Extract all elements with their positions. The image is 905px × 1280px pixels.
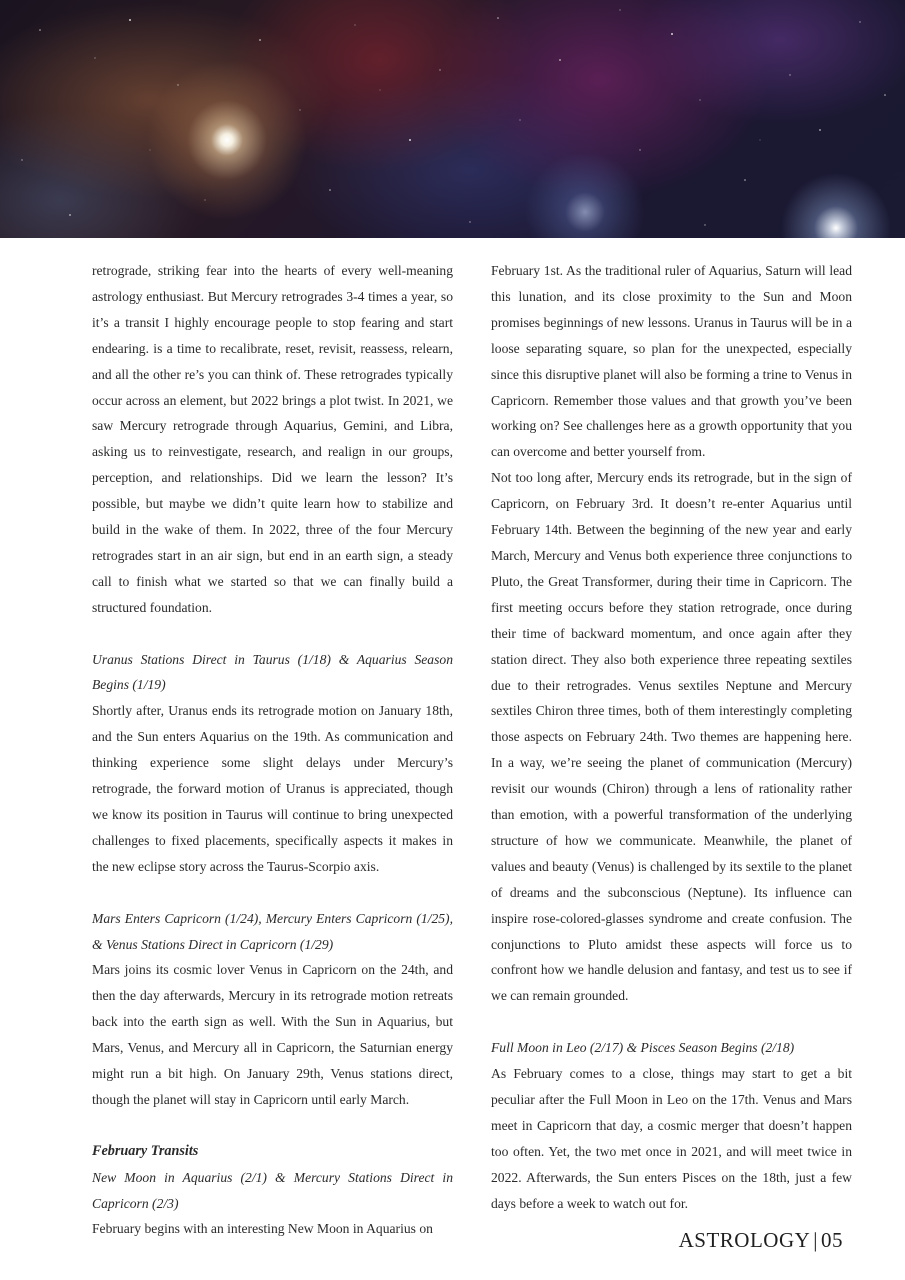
- spacer: [92, 621, 453, 647]
- uranus-heading: Uranus Stations Direct in Taurus (1/18) & Aquarius Season Begins (1/19): [92, 651, 453, 693]
- spacer: [92, 880, 453, 906]
- february-section-heading: February Transits: [92, 1142, 199, 1159]
- spacer: [92, 1113, 453, 1139]
- footer-section-label: ASTROLOGY: [678, 1228, 811, 1252]
- right-column: [491, 258, 852, 1217]
- mars-paragraph: Mars joins its cosmic lover Venus in Capricorn on the 24th, and then the day afterwards, Mercury in its retrograde motion retreats back into the earth sign as well. With the Sun in Aquarius, but Mars, Venus, and Mercury all in Capricorn, the Saturnian energy might run a bit high. On January 29th, Venus stations direct, though the planet will stay in Capricorn until early March.: [92, 962, 453, 1107]
- mars-heading: Mars Enters Capricorn (1/24), Mercury Enters Capricorn (1/25), & Venus Stations Direct in Capricorn (1/29): [92, 910, 453, 952]
- uranus-paragraph: Shortly after, Uranus ends its retrograde motion on January 18th, and the Sun enters Aquarius on the 19th. As communication and thinking experience some slight delays under Mercury’s retrograde, the forward motion of Uranus is appreciated, though we know its position in Taurus will continue to bring unexpected challenges to fixed placements, specifically aspects it makes in the new eclipse story across the Taurus-Scorpio axis.: [92, 703, 453, 874]
- full-moon-paragraph: As February comes to a close, things may start to get a bit peculiar after the Full Moon in Leo on the 17th. Venus and Mars meet in Capricorn that day, a cosmic merger that doesn’t happen too often. Yet, the two met once in 2021, and will meet twice in 2022. Afterwards, the Sun enters Pisces on the 18th, just a few days before a week to watch out for.: [491, 1066, 852, 1211]
- new-moon-heading: New Moon in Aquarius (2/1) & Mercury Stations Direct in Capricorn (2/3): [92, 1169, 453, 1211]
- left-column: [92, 258, 453, 1242]
- new-moon-paragraph-start: February begins with an interesting New Moon in Aquarius on: [92, 1221, 433, 1237]
- full-moon-heading: Full Moon in Leo (2/17) & Pisces Season Begins (2/18): [491, 1040, 795, 1056]
- star-dots: [0, 0, 905, 238]
- spacer: [491, 1009, 852, 1035]
- page-number: 05: [821, 1228, 843, 1252]
- intro-paragraph: retrograde, striking fear into the hearts of every well-meaning astrology enthusiast. But Mercury retrogrades 3-4 times a year, so it’s a transit I highly encourage people to stop fearing and start endearing. is a time to recalibrate, reset, revisit, reassess, relearn, and all the other re’s you can think of. These retrogrades typically occur across an element, but 2022 brings a plot twist. In 2021, we saw Mercury retrograde through Aquarius, Gemini, and Libra, asking us to reinvestigate, research, and realign in our groups, perception, and relationships. Did we learn the lesson? It’s possible, but maybe we didn’t quite learn how to stabilize and build in the wake of them. In 2022, three of the four Mercury retrogrades start in an air sign, but end in an earth sign, a steady call to finish what we started so that we can finally build a structured foundation.: [92, 263, 453, 615]
- footer-separator: |: [813, 1228, 818, 1252]
- starfield-nebula-image: [0, 0, 905, 238]
- new-moon-paragraph-continued: February 1st. As the traditional ruler of Aquarius, Saturn will lead this lunation, and its close proximity to the Sun and Moon promises beginnings of new lessons. Uranus in Taurus will be in a loose separating square, so plan for the unexpected, especially since this disruptive planet will also be forming a trine to Venus in Capricorn. Remember those values and that growth you’ve been working on? See challenges here as a growth opportunity that you can overcome and better yourself from.: [491, 263, 852, 460]
- mercury-paragraph: Not too long after, Mercury ends its retrograde, but in the sign of Capricorn, on February 3rd. It doesn’t re-enter Aquarius until February 14th. Between the beginning of the new year and early March, Mercury and Venus both experience three conjunctions to Pluto, the Great Transformer, during their time in Capricorn. The first meeting occurs before they station retrograde, once during their time of backward momentum, and once again after they station direct. They also both experience three repeating sextiles due to their retrogrades. Venus sextiles Neptune and Mercury sextiles Chiron three times, both of them interestingly completing those aspects on February 24th. Two themes are happening here. In a way, we’re seeing the planet of communication (Mercury) revisit our wounds (Chiron) through a lens of rationality rather than emotion, with a powerful transformation of the underlying structure of how we communicate. Meanwhile, the planet of values and beauty (Venus) is challenged by its sextile to the planet of dreams and the subconscious (Neptune). Its influence can inspire rose-colored-glasses syndrome and create confusion. The conjunctions to Pluto amidst these aspects will force us to confront how we handle delusion and fantasy, and test us to see if we can remain grounded.: [491, 470, 852, 1004]
- page-footer: [679, 1228, 843, 1253]
